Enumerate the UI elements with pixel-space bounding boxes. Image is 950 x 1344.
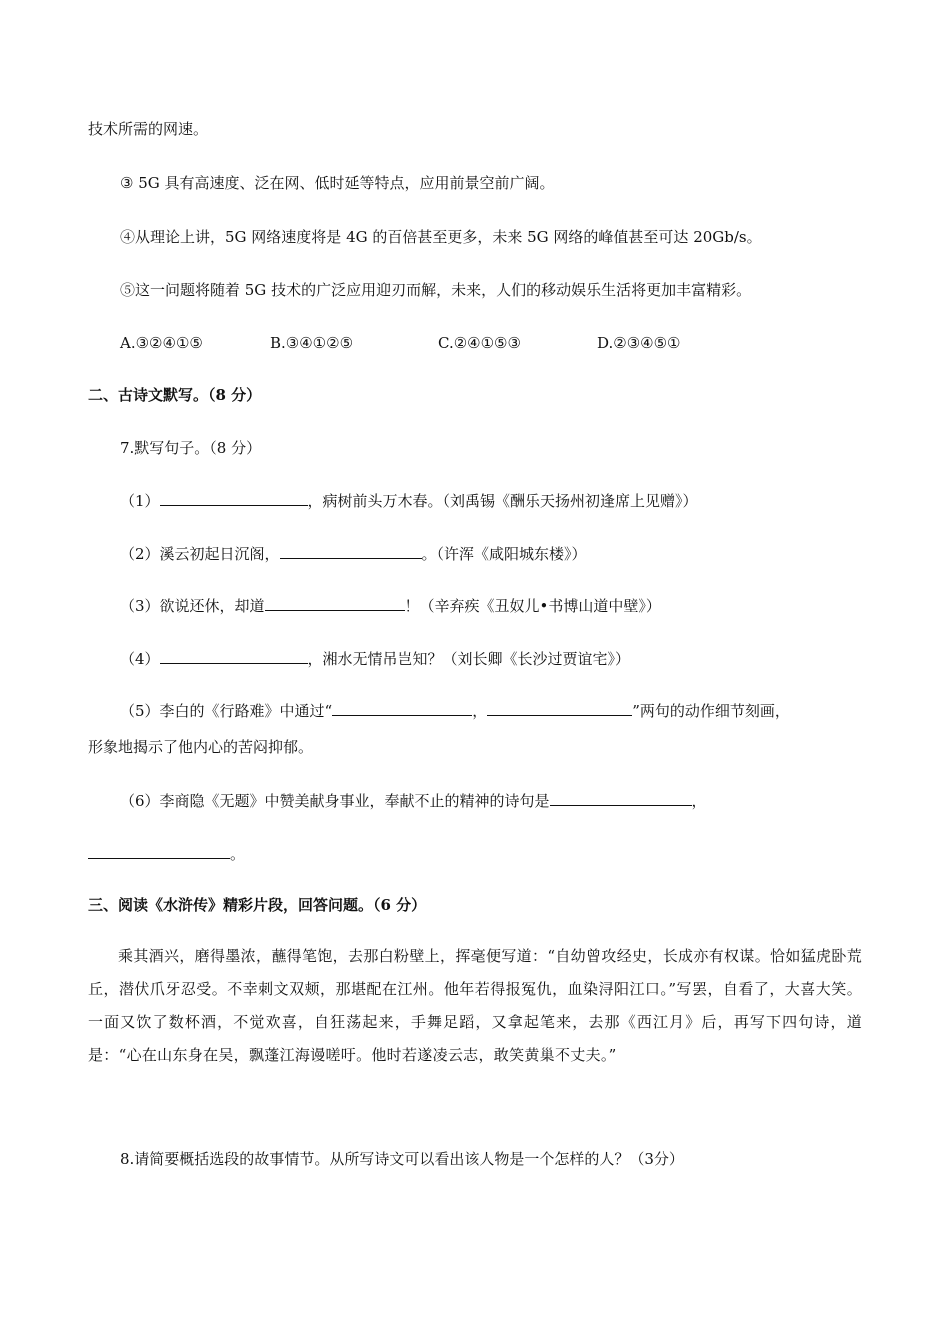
item-6-continuation: [88, 842, 245, 865]
item-5-continuation: 形象地揭示了他内心的苦闷抑郁。: [88, 738, 314, 756]
item-6-end: 。: [230, 845, 246, 863]
passage: 乘其酒兴，磨得墨浓，蘸得笔饱，去那白粉壁上，挥毫便写道：“自幼曾攻经史，长成亦有权谋。恰如猛虎卧荒丘，潜伏爪牙忍受。不幸刺文双颊，那堪配在江州。他年若得报冤仇，血染浔阳江口。”写罢，自看了，大喜大笑。一面又饮了数杯酒，不觉欢喜，自狂荡起来，手舞足蹈，又拿起笔来，去那《西江月》后，再写下四句诗，道是：“心在山东身在吴，飘蓬江海谩嗟吁。他时若遂凌云志，敢笑黄巢不丈夫。”: [88, 947, 862, 1064]
answer-blank-6a[interactable]: [550, 789, 692, 806]
section3-title: 三、阅读《水浒传》精彩片段，回答问题。（6 分）: [88, 896, 427, 914]
item-1-prefix: （1）: [120, 492, 160, 510]
item-6-prefix: （6）李商隐《无题》中赞美献身事业，奉献不止的精神的诗句是: [120, 792, 550, 810]
answer-blank-5a[interactable]: [332, 699, 472, 716]
answer-blank-1[interactable]: [160, 489, 308, 506]
item-5: [120, 699, 790, 722]
item-3-suffix: ！（辛弃疾《丑奴儿•书博山道中壁》）: [404, 597, 661, 615]
item-6: [120, 789, 707, 812]
question-8: 8.请简要概括选段的故事情节。从所写诗文可以看出该人物是一个怎样的人？（3分）: [120, 1150, 684, 1168]
item-4-prefix: （4）: [120, 650, 160, 668]
item-2: [120, 542, 587, 565]
answer-blank-2[interactable]: [280, 542, 422, 559]
sentence-3: ③ 5G 具有高速度、泛在网、低时延等特点，应用前景空前广阔。: [120, 174, 555, 192]
option-d: D.②③④⑤①: [597, 334, 681, 352]
sentence-5: ⑤这一问题将随着 5G 技术的广泛应用迎刃而解，未来，人们的移动娱乐生活将更加丰富精彩。: [120, 281, 752, 299]
item-5-prefix: （5）李白的《行路难》中通过“: [120, 702, 333, 720]
answer-blank-4[interactable]: [160, 647, 308, 664]
sentence-4: ④从理论上讲，5G 网络速度将是 4G 的百倍甚至更多，未来 5G 网络的峰值甚至可达 20Gb/s。: [120, 228, 762, 246]
section2-title: 二、古诗文默写。（8 分）: [88, 386, 262, 404]
text-continuation: 技术所需的网速。: [88, 120, 209, 138]
item-2-prefix: （2）溪云初起日沉阁，: [120, 545, 280, 563]
answer-blank-6b[interactable]: [88, 842, 230, 859]
answer-blank-3[interactable]: [265, 594, 405, 611]
item-5-suffix: ”两句的动作细节刻画，: [632, 702, 790, 720]
option-c: C.②④①⑤③: [438, 334, 521, 352]
item-1: [120, 489, 698, 512]
item-4-suffix: ，湘水无情吊岂知？（刘长卿《长沙过贾谊宅》）: [307, 650, 631, 668]
item-2-suffix: 。（许浑《咸阳城东楼》）: [421, 545, 587, 563]
item-1-suffix: ，病树前头万木春。（刘禹锡《酬乐天扬州初逢席上见赠》）: [307, 492, 698, 510]
item-3-prefix: （3）欲说还休，却道: [120, 597, 265, 615]
option-a: A.③②④①⑤: [120, 334, 203, 352]
item-4: [120, 647, 630, 670]
option-b: B.③④①②⑤: [270, 334, 354, 352]
item-3: [120, 594, 661, 617]
answer-blank-5b[interactable]: [487, 699, 632, 716]
item-5-middle: ，: [472, 702, 488, 720]
question-7: 7.默写句子。（8 分）: [120, 439, 262, 457]
item-6-suffix: ，: [691, 792, 707, 810]
